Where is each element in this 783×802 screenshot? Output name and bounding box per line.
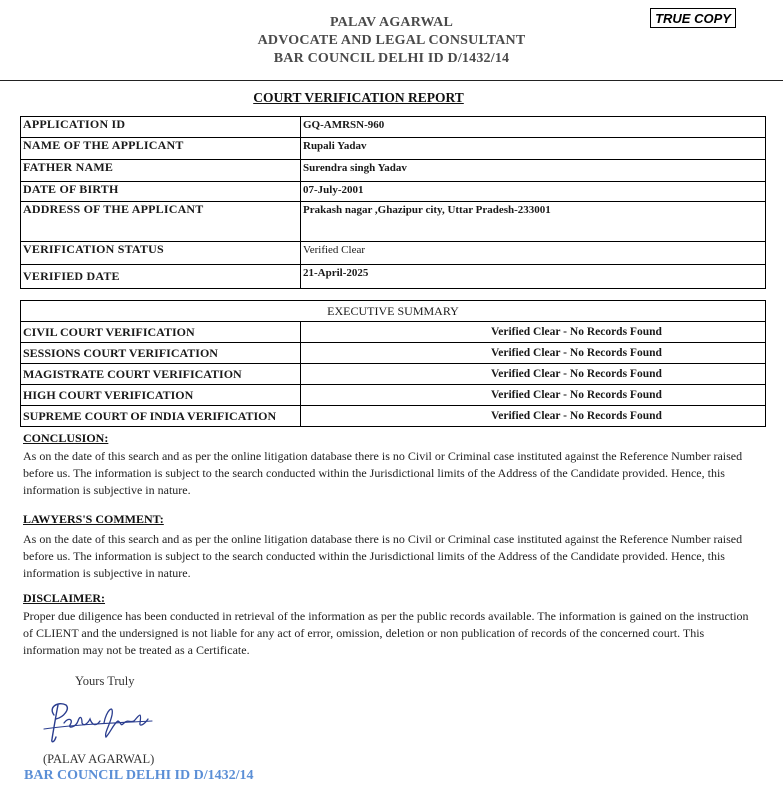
table-row: [21, 182, 766, 202]
table-row: [21, 385, 766, 406]
true-copy-stamp: TRUE COPY: [650, 8, 736, 28]
father-name-value: Surendra singh Yadav: [301, 160, 766, 182]
executive-summary-table: [20, 300, 766, 427]
applicant-name-label: NAME OF THE APPLICANT: [21, 138, 301, 160]
dob-label: DATE OF BIRTH: [21, 182, 301, 202]
signature-image: [40, 693, 160, 748]
disclaimer-text: Proper due diligence has been conducted in retrieval of the information as per the public records available. The information is gained on the instruction of CLIENT and the undersigned is not liable for any act of error, omission, deletion or non publication of records of the concerned court. This information may not be treated as a Certificate.: [23, 609, 749, 657]
header-bar-id: BAR COUNCIL DELHI ID D/1432/14: [273, 51, 510, 66]
lawyers-comment-text: As on the date of this search and as per the online litigation database there is no Civil or Criminal case instituted against the Reference Number raised before us. The information is subject to the search conducted within the Jurisdictional limits of the Address of the Candidate provided. Hence, this information is subjective in nature.: [23, 532, 743, 580]
table-row: [21, 406, 766, 427]
table-row: [21, 301, 766, 322]
father-name-label: FATHER NAME: [21, 160, 301, 182]
application-id-label: APPLICATION ID: [21, 117, 301, 138]
table-row: [21, 117, 766, 138]
table-row: [21, 265, 766, 289]
high-court-value: Verified Clear - No Records Found: [301, 385, 766, 406]
footer-bar-id: BAR COUNCIL DELHI ID D/1432/14: [24, 768, 254, 783]
table-row: [21, 242, 766, 265]
summary-heading: EXECUTIVE SUMMARY: [21, 301, 766, 322]
verification-status-value: Verified Clear: [301, 242, 766, 265]
table-row: [21, 322, 766, 343]
table-row: [21, 364, 766, 385]
verification-status-label: VERIFICATION STATUS: [21, 242, 301, 265]
signatory-name: (PALAV AGARWAL): [43, 752, 155, 766]
lawyers-comment-heading: LAWYERS'S COMMENT:: [23, 512, 164, 526]
conclusion-text: As on the date of this search and as per the online litigation database there is no Civil or Criminal case instituted against the Reference Number raised before us. The information is subject to the search conducted within the Jurisdictional limits of the Address of the Candidate provided. Hence, this information is subjective in nature.: [23, 449, 743, 497]
table-row: [21, 343, 766, 364]
table-row: [21, 138, 766, 160]
header-divider: [0, 80, 783, 81]
table-row: [21, 202, 766, 242]
disclaimer-heading: DISCLAIMER:: [23, 591, 106, 605]
sessions-court-value: Verified Clear - No Records Found: [301, 343, 766, 364]
supreme-court-label: SUPREME COURT OF INDIA VERIFICATION: [21, 406, 301, 427]
address-value: Prakash nagar ,Ghazipur city, Uttar Pradesh-233001: [301, 202, 766, 242]
sessions-court-label: SESSIONS COURT VERIFICATION: [21, 343, 301, 364]
conclusion-heading: CONCLUSION:: [23, 431, 109, 445]
magistrate-court-label: MAGISTRATE COURT VERIFICATION: [21, 364, 301, 385]
application-id-value: GQ-AMRSN-960: [301, 117, 766, 138]
advocate-designation: ADVOCATE AND LEGAL CONSULTANT: [257, 33, 526, 48]
advocate-name: PALAV AGARWAL: [329, 15, 454, 30]
report-title: COURT VERIFICATION REPORT: [253, 90, 464, 105]
verified-date-value: 21-April-2025: [301, 265, 766, 289]
verified-date-label: VERIFIED DATE: [21, 265, 301, 289]
supreme-court-value: Verified Clear - No Records Found: [301, 406, 766, 427]
applicant-name-value: Rupali Yadav: [301, 138, 766, 160]
closing-text: Yours Truly: [75, 674, 135, 688]
high-court-label: HIGH COURT VERIFICATION: [21, 385, 301, 406]
table-row: [21, 160, 766, 182]
dob-value: 07-July-2001: [301, 182, 766, 202]
applicant-details-table: [20, 116, 766, 289]
address-label: ADDRESS OF THE APPLICANT: [21, 202, 301, 242]
civil-court-value: Verified Clear - No Records Found: [301, 322, 766, 343]
magistrate-court-value: Verified Clear - No Records Found: [301, 364, 766, 385]
civil-court-label: CIVIL COURT VERIFICATION: [21, 322, 301, 343]
